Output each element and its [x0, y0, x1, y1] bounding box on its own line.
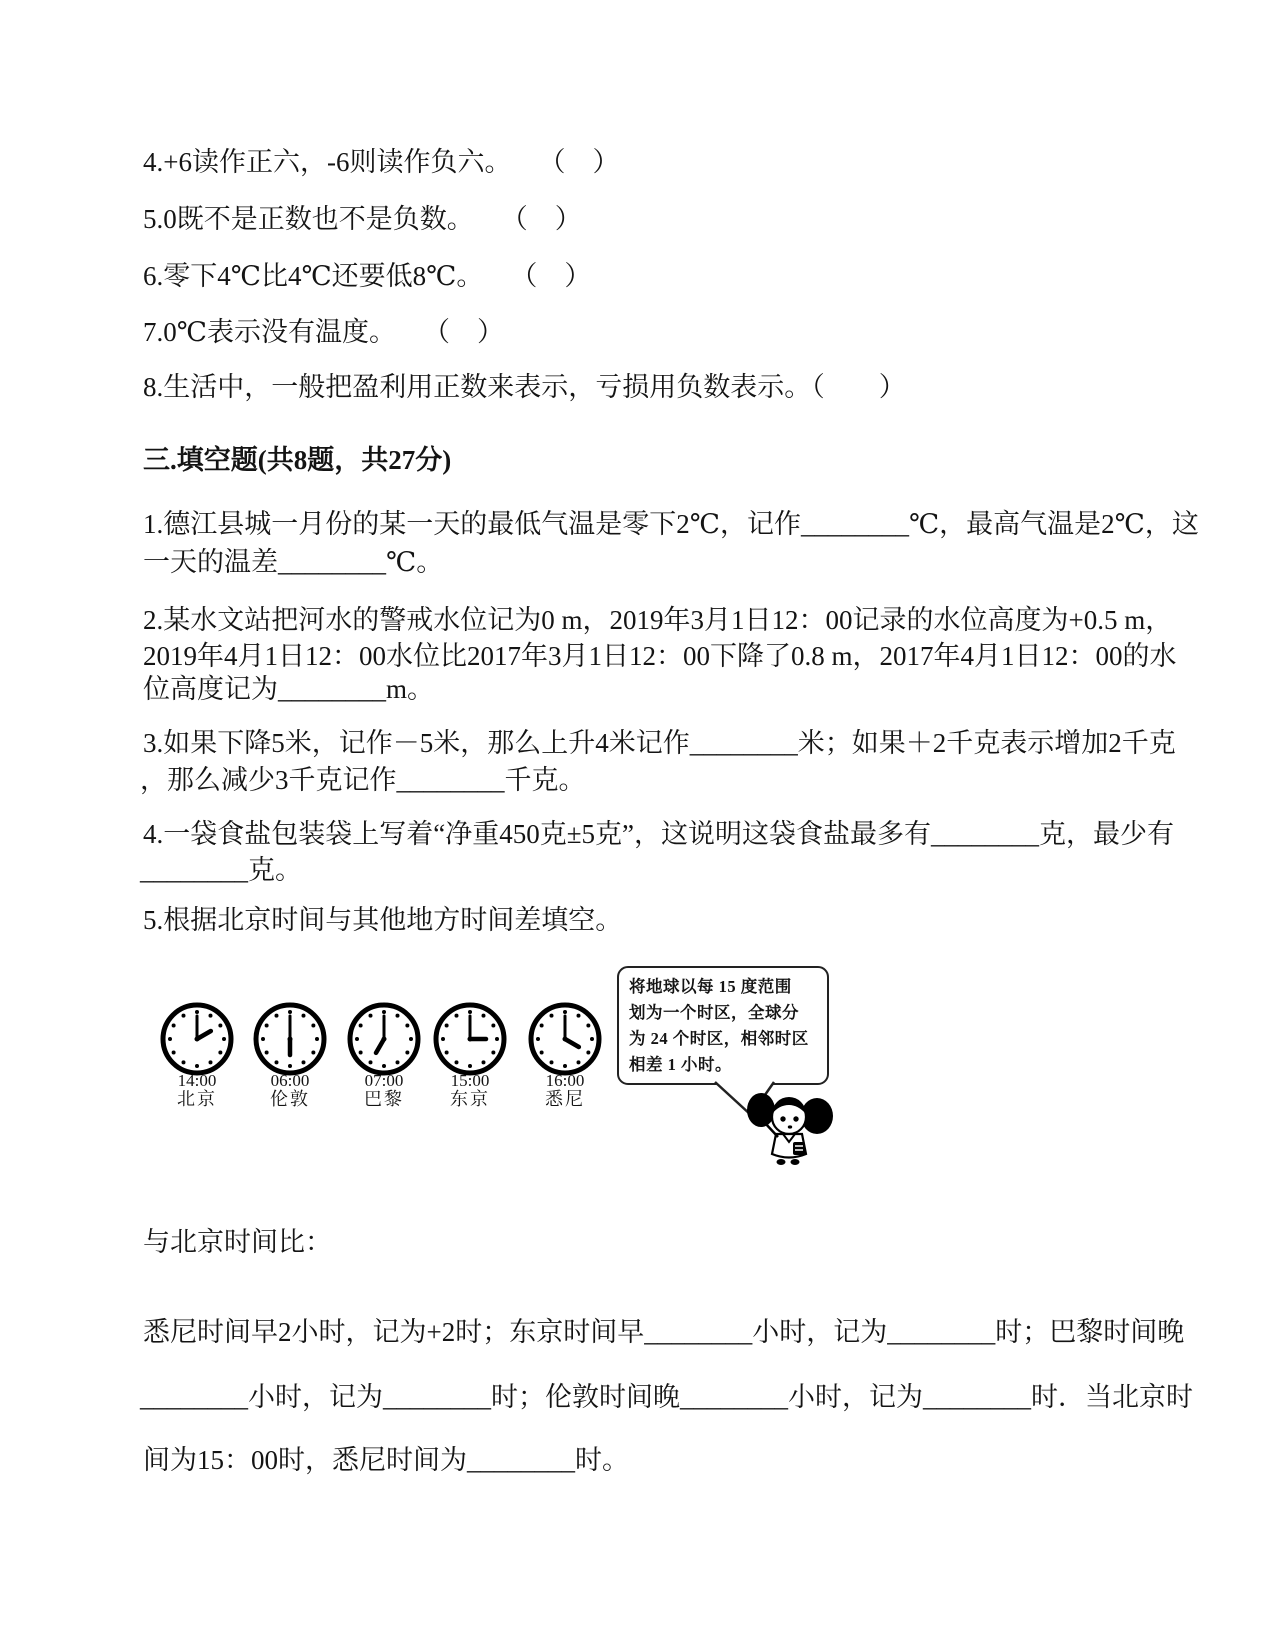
bubble-line: 相差 1 小时。 [629, 1055, 732, 1074]
clock-time-label: 06:00 [270, 1071, 310, 1090]
cartoon-girl [745, 1086, 837, 1168]
clock-city-label: 巴黎 [364, 1089, 404, 1109]
clock-time-label: 07:00 [364, 1071, 404, 1090]
timezone-speech-bubble [617, 966, 829, 1085]
fill-q5-intro: 5.根据北京时间与其他地方时间差填空。 [143, 905, 623, 935]
judge-item-6: 6.零下4℃比4℃还要低8℃。 （ ） [143, 261, 592, 291]
clock-face-paris [346, 1001, 422, 1077]
fill-section-header: 三.填空题(共8题，共27分) [143, 445, 452, 475]
clock-face-sydney [527, 1001, 603, 1077]
fill-q3-line-1: 3.如果下降5米，记作－5米，那么上升4米记作________米；如果＋2千克表示增加2千克 [143, 728, 1176, 758]
fill-q2-line-1: 2.某水文站把河水的警戒水位记为0 m，2019年3月1日12：00记录的水位高度为+0.5 m， [143, 605, 1173, 635]
clock-city-label: 伦敦 [270, 1089, 310, 1109]
bubble-line: 划为一个时区，全球分 [629, 1003, 799, 1022]
clock-time-label: 15:00 [450, 1071, 490, 1090]
fill-q2-line-2: 2019年4月1日12：00水位比2017年3月1日12：00下降了0.8 m，2017年4月1日12：00的水 [143, 641, 1177, 671]
clock-time-label: 14:00 [177, 1071, 217, 1090]
clock-city-label: 北京 [177, 1089, 217, 1109]
compare-line-1: 悉尼时间早2小时，记为+2时；东京时间早________小时，记为________时；巴黎时间晚 [143, 1317, 1185, 1347]
judge-item-7: 7.0℃表示没有温度。 （ ） [143, 317, 504, 347]
fill-q1-line-1: 1.德江县城一月份的某一天的最低气温是零下2℃，记作________℃，最高气温是2℃，这 [143, 509, 1199, 539]
fill-q2-line-3: 位高度记为________m。 [143, 674, 435, 704]
clock-face-tokyo [432, 1001, 508, 1077]
fill-q3-line-2: ，那么减少3千克记作________千克。 [140, 765, 586, 795]
fill-q4-line-1: 4.一袋食盐包装袋上写着“净重450克±5克”，这说明这袋食盐最多有________克，最少有 [143, 819, 1175, 849]
compare-line-3: 间为15：00时，悉尼时间为________时。 [143, 1445, 629, 1475]
clock-city-label: 东京 [450, 1089, 490, 1109]
clock-time-label: 16:00 [545, 1071, 585, 1090]
clock-face-beijing [159, 1001, 235, 1077]
compare-intro: 与北京时间比： [143, 1227, 332, 1257]
judge-item-8: 8.生活中，一般把盈利用正数来表示，亏损用负数表示。（ ） [143, 372, 906, 402]
fill-q1-line-2: 一天的温差________℃。 [143, 547, 444, 577]
judge-item-5: 5.0既不是正数也不是负数。 （ ） [143, 204, 582, 234]
clock-face-london [252, 1001, 328, 1077]
bubble-line: 将地球以每 15 度范围 [629, 977, 792, 996]
fill-q4-line-2: ________克。 [140, 855, 302, 885]
compare-line-2: ________小时，记为________时；伦敦时间晚________小时，记为________时．当北京时 [140, 1382, 1193, 1412]
judge-item-4: 4.+6读作正六，-6则读作负六。 （ ） [143, 147, 620, 177]
clock-city-label: 悉尼 [545, 1089, 585, 1109]
bubble-line: 为 24 个时区，相邻时区 [629, 1029, 809, 1048]
